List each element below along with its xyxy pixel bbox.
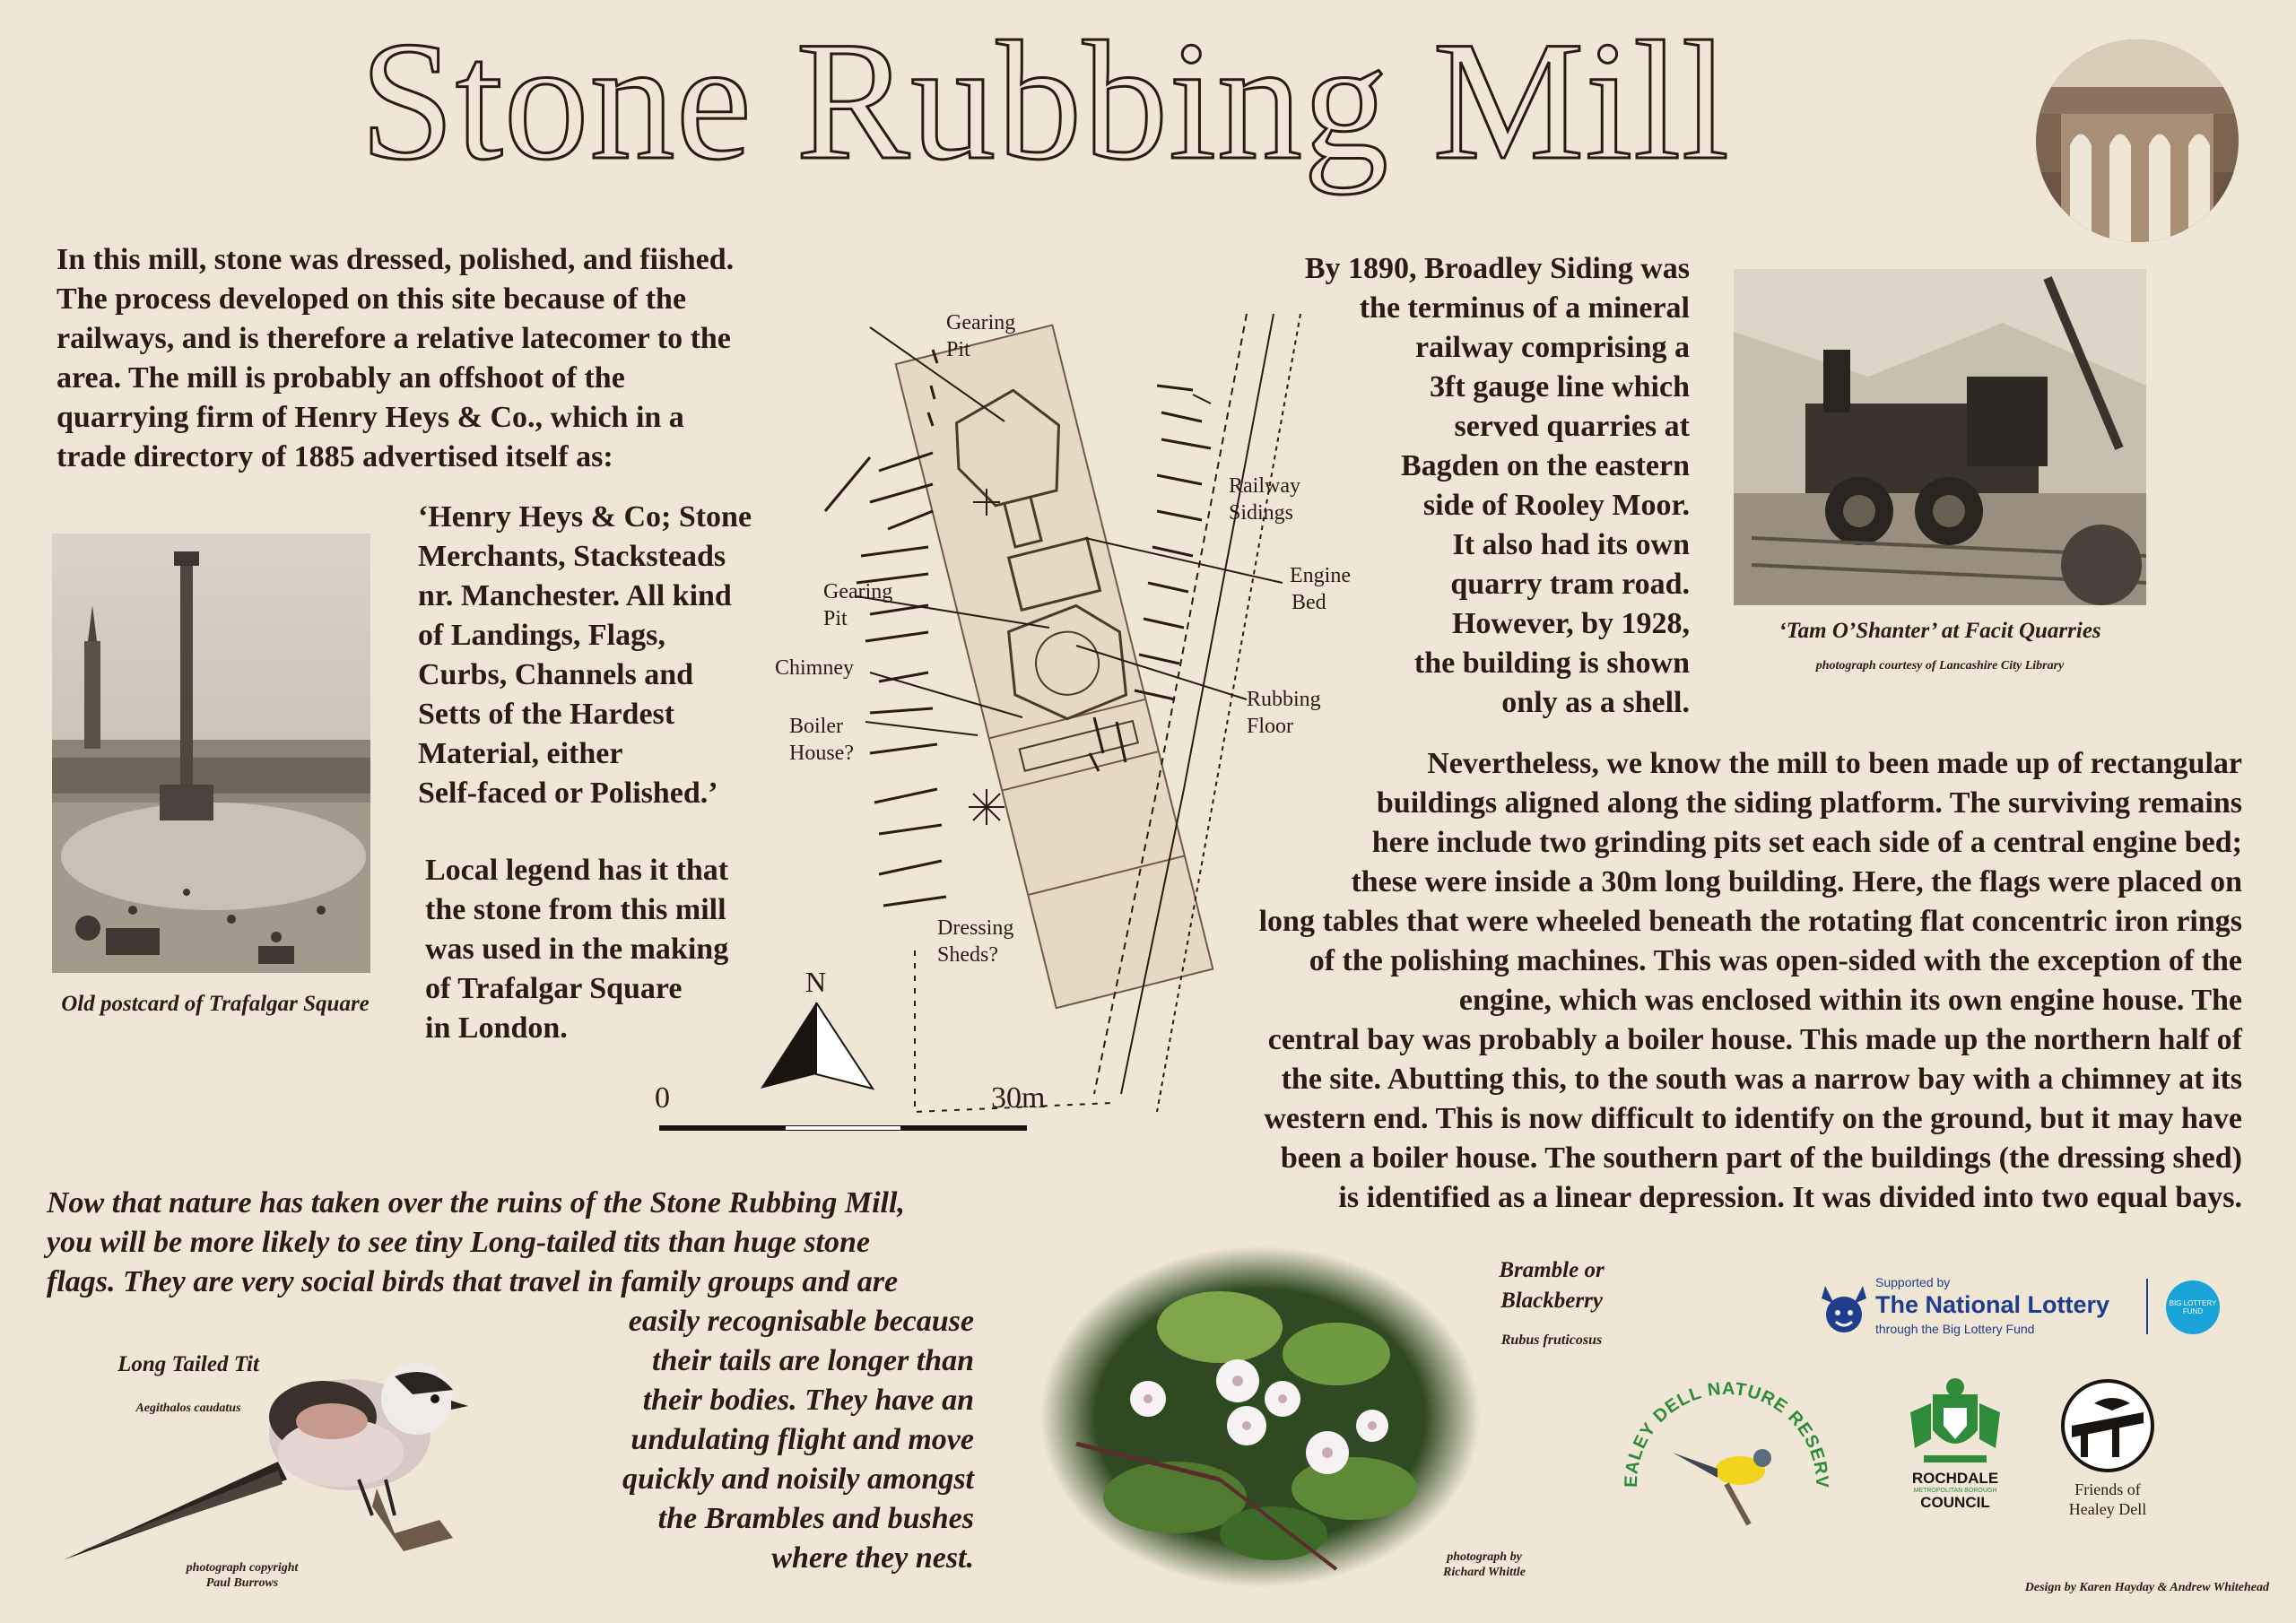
rochdale-name: ROCHDALE <box>1911 1470 1999 1487</box>
label-railway-sidings: Railway Sidings <box>1229 474 1300 525</box>
nature-line: you will be more likely to see tiny Long-tailed tits than huge stone <box>47 1226 870 1259</box>
legend-line: was used in the making <box>425 933 729 966</box>
railway-line: the terminus of a mineral <box>1359 291 1690 325</box>
railway-line: Bagden on the eastern <box>1400 449 1690 482</box>
label-rubbing-floor: Rubbing Floor <box>1247 688 1321 738</box>
description-line: long tables that were wheeled beneath the rotating flat concentric iron rings <box>1258 905 2242 938</box>
nature-paragraph-bottom <box>538 1302 974 1578</box>
legend-paragraph <box>425 851 811 1048</box>
railway-line: railway comprising a <box>1415 331 1690 364</box>
scale-end: 30m <box>991 1081 1046 1115</box>
nature-line: where they nest. <box>771 1541 974 1575</box>
label-engine-bed: Engine Bed <box>1290 564 1351 614</box>
intro-paragraph <box>57 240 819 477</box>
nature-line: undulating flight and move <box>631 1423 974 1456</box>
quote-line: Merchants, Stacksteads <box>418 540 726 573</box>
legend-line: the stone from this mill <box>425 893 726 926</box>
quote-line: nr. Manchester. All kind <box>418 579 732 612</box>
intro-line: The process developed on this site because of the <box>57 282 687 316</box>
page-title: Stone Rubbing Mill <box>360 7 1730 195</box>
railway-line: However, by 1928, <box>1451 607 1690 640</box>
description-paragraph <box>1139 744 2242 1218</box>
intro-line: In this mill, stone was dressed, polished, and fiished. <box>57 243 735 276</box>
nature-line: Now that nature has taken over the ruins of the Stone Rubbing Mill, <box>47 1186 905 1219</box>
railway-line: only as a shell. <box>1501 686 1690 719</box>
railway-line: side of Rooley Moor. <box>1422 489 1690 522</box>
scale-start: 0 <box>655 1081 670 1115</box>
rochdale-council-logo <box>1883 1376 2027 1520</box>
scale-bar <box>655 1081 1076 1139</box>
label-boiler-house: Boiler House? <box>789 715 854 765</box>
railway-line: It also had its own <box>1452 528 1690 561</box>
nature-paragraph-top <box>47 1184 979 1302</box>
description-line: of the polishing machines. This was open-sided with the exception of the <box>1309 944 2242 977</box>
big-lottery-badge: BIG LOTTERY FUND <box>2166 1280 2220 1334</box>
railway-line: served quarries at <box>1454 410 1690 443</box>
railway-paragraph <box>1193 249 1690 723</box>
quote-line: Setts of the Hardest <box>418 698 675 731</box>
description-line: the site. Abutting this, to the south was a narrow bay with a chimney at its <box>1281 1063 2242 1096</box>
quote-paragraph <box>418 498 813 813</box>
locomotive-photo <box>1734 269 2146 605</box>
lottery-fund: through the Big Lottery Fund <box>1875 1322 2035 1336</box>
description-line: engine, which was enclosed within its own engine house. The <box>1458 984 2242 1017</box>
description-line: these were inside a 30m long building. Here, the flags were placed on <box>1351 865 2242 898</box>
label-gearing-pit-top: Gearing Pit <box>946 311 1016 361</box>
bird-name: Long Tailed Tit <box>117 1352 259 1376</box>
design-credit: Design by Karen Hayday & Andrew Whitehead <box>2024 1581 2269 1594</box>
quote-line: Curbs, Channels and <box>418 658 694 691</box>
label-gearing-pit-mid: Gearing Pit <box>823 580 893 630</box>
label-dressing-sheds: Dressing Sheds? <box>937 916 1014 967</box>
bramble-latin: Rubus fruticosus <box>1500 1332 1603 1348</box>
railway-line: quarry tram road. <box>1450 568 1690 601</box>
description-line: central bay was probably a boiler house. This made up the northern half of <box>1267 1023 2242 1056</box>
bramble-credit: photograph by Richard Whittle <box>1443 1550 1526 1579</box>
intro-line: area. The mill is probably an offshoot of the <box>57 361 625 395</box>
quote-line: of Landings, Flags, <box>418 619 665 652</box>
nature-reserve-logo <box>1619 1372 1834 1533</box>
legend-line: Local legend has it that <box>425 854 729 887</box>
quote-line: ‘Henry Heys & Co; Stone <box>418 500 752 534</box>
quote-line: Self-faced or Polished.’ <box>418 777 718 810</box>
nature-reserve-text: EALEY DELL NATURE RESERV <box>1621 1378 1832 1489</box>
rochdale-small: METROPOLITAN BOROUGH <box>1913 1488 1997 1494</box>
nature-line: their bodies. They have an <box>642 1384 974 1417</box>
intro-line: trade directory of 1885 advertised itself as: <box>57 440 613 473</box>
legend-line: in London. <box>425 1011 568 1045</box>
long-tailed-tit-photo <box>54 1327 520 1560</box>
friends-line-1: Friends of <box>2074 1480 2141 1498</box>
quote-line: Material, either <box>418 737 623 770</box>
friends-emblem-icon <box>2058 1376 2157 1475</box>
locomotive-caption: ‘Tam O’Shanter’ at Facit Quarries <box>1779 619 2101 643</box>
nature-line: easily recognisable because <box>628 1305 974 1338</box>
description-line: western end. This is now difficult to identify on the ground, but it may have <box>1264 1102 2242 1135</box>
bird-latin: Aegithalos caudatus <box>135 1402 241 1415</box>
postcard-caption: Old postcard of Trafalgar Square <box>61 992 370 1016</box>
bird-credit: photograph copyright Paul Burrows <box>186 1561 299 1590</box>
description-line: is identified as a linear depression. It was divided into two equal bays. <box>1338 1181 2242 1214</box>
nature-line: their tails are longer than <box>652 1344 974 1377</box>
rochdale-council: COUNCIL <box>1920 1494 1990 1511</box>
trafalgar-postcard-photo <box>52 534 370 973</box>
friends-line-2: Healey Dell <box>2068 1500 2147 1518</box>
description-line: here include two grinding pits set each side of a central engine bed; <box>1371 826 2242 859</box>
friends-logo <box>2045 1376 2170 1520</box>
north-label: N <box>805 966 827 998</box>
description-line: buildings aligned along the siding platform. The surviving remains <box>1376 786 2242 820</box>
nature-line: quickly and noisily amongst <box>622 1462 974 1496</box>
national-lottery-logo <box>1816 1273 2229 1345</box>
bramble-name: Bramble or Blackberry <box>1499 1258 1605 1313</box>
intro-line: railways, and is therefore a relative latecomer to the <box>57 322 731 355</box>
council-crest-icon <box>1906 1376 2005 1466</box>
viaduct-logo <box>2034 38 2240 244</box>
lottery-hands-icon <box>1816 1279 1872 1338</box>
railway-line: By 1890, Broadley Siding was <box>1304 252 1690 285</box>
intro-line: quarrying firm of Henry Heys & Co., which in a <box>57 401 684 434</box>
north-arrow <box>761 968 877 1094</box>
bramble-photo <box>1040 1246 1480 1587</box>
description-line: been a boiler house. The southern part of the buildings (the dressing shed) <box>1280 1141 2242 1175</box>
nature-line: flags. They are very social birds that travel in family groups and are <box>47 1265 899 1298</box>
locomotive-credit: photograph courtesy of Lancashire City Library <box>1815 659 2065 673</box>
label-chimney: Chimney <box>775 656 854 680</box>
legend-line: of Trafalgar Square <box>425 972 683 1005</box>
railway-line: the building is shown <box>1413 647 1690 680</box>
nature-line: the Brambles and bushes <box>657 1502 974 1535</box>
railway-line: 3ft gauge line which <box>1430 370 1690 404</box>
lottery-name: The National Lottery <box>1875 1291 2110 1318</box>
lottery-supported: Supported by <box>1875 1275 1951 1289</box>
description-line: Nevertheless, we know the mill to been made up of rectangular <box>1427 747 2242 780</box>
